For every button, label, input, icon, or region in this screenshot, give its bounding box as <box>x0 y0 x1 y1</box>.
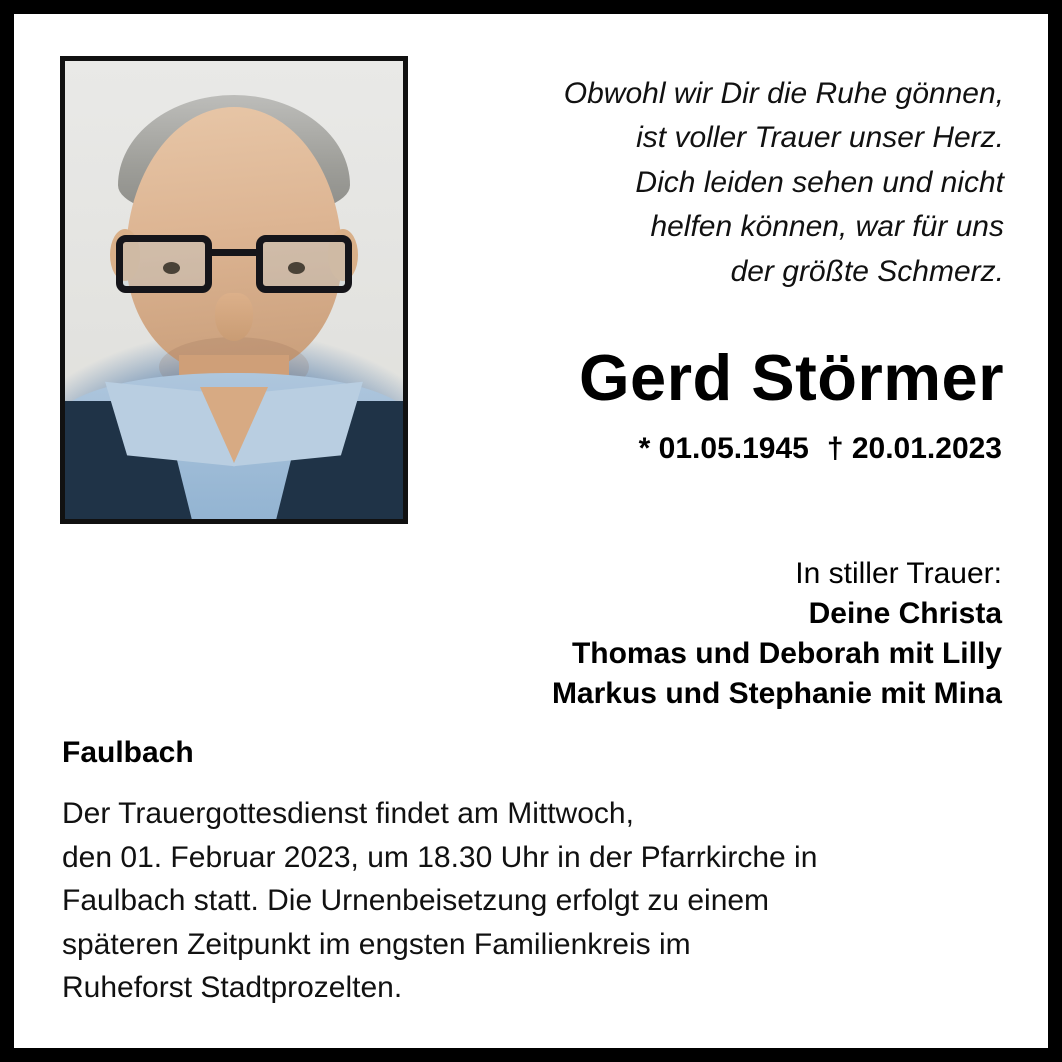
mourners-block <box>302 554 1002 714</box>
memorial-verse <box>464 72 1004 294</box>
deceased-name: Gerd Störmer <box>578 341 1004 414</box>
life-dates <box>342 432 1002 466</box>
service-line: Der Trauergottesdienst findet am Mittwoch, <box>62 797 634 830</box>
service-line: späteren Zeitpunkt im engsten Familienkreis im <box>62 927 691 961</box>
eye-right-shape <box>288 262 305 274</box>
lens-left-shape <box>116 235 212 293</box>
service-line: Faulbach statt. Die Urnenbeisetzung erfolgt zu einem <box>62 884 770 917</box>
eye-left-shape <box>163 262 180 274</box>
service-line: den 01. Februar 2023, um 18.30 Uhr in der Pfarrkirche in <box>62 840 818 874</box>
birth-date: * 01.05.1945 <box>638 432 809 465</box>
eyeglasses-icon <box>114 235 354 297</box>
lens-right-shape <box>256 235 352 293</box>
mourner-name: Markus und Stephanie mit Mina <box>551 676 1002 710</box>
verse-line: Dich leiden sehen und nicht <box>635 165 1004 199</box>
place-name: Faulbach <box>62 736 194 769</box>
verse-line: ist voller Trauer unser Herz. <box>636 121 1004 155</box>
mourner-name: Thomas und Deborah mit Lilly <box>571 636 1002 670</box>
mourner-name: Deine Christa <box>808 596 1002 630</box>
mourning-intro: In stiller Trauer: <box>795 557 1002 590</box>
nose-shape <box>215 293 253 341</box>
service-line: Ruheforst Stadtprozelten. <box>62 971 403 1004</box>
death-date: † 20.01.2023 <box>826 432 1002 465</box>
glasses-bridge-shape <box>212 249 256 256</box>
verse-line: Obwohl wir Dir die Ruhe gönnen, <box>563 77 1004 110</box>
verse-line: helfen können, war für uns <box>650 210 1004 244</box>
verse-line: der größte Schmerz. <box>730 254 1004 288</box>
service-details <box>62 792 1022 1010</box>
